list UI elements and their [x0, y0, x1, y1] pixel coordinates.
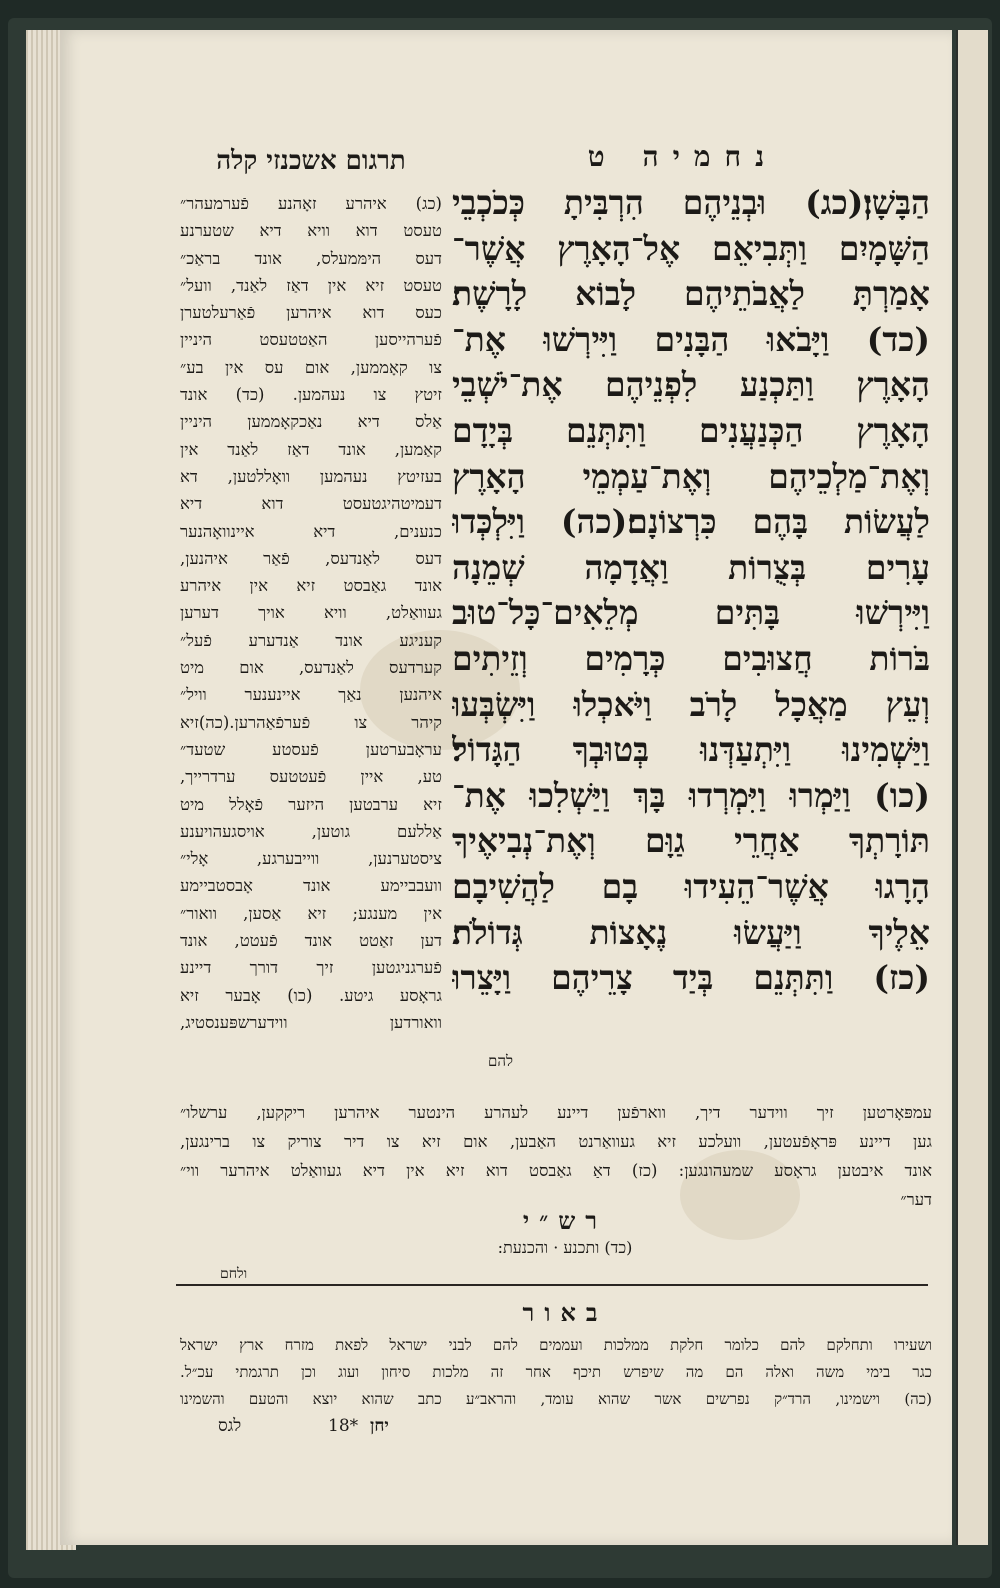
translation-line: קערדעס לאַנדעס, אום מיט [180, 658, 442, 678]
biur-heading: באור [522, 1298, 608, 1327]
verse-catchword: להם [488, 1052, 514, 1070]
translation-line: אונד גאַבסט זיא אין איהרע [180, 576, 442, 596]
verse-line: (כד) וַיָּבֹאוּ הַבָּנִים וַיִּירְשׁוּ אֶת־ [452, 319, 930, 359]
translation-line: דעס הימּמעלס, אונד בראַכ״ [180, 248, 442, 268]
translation-line: אַלס דיא נאַכקאָממען היניין [180, 412, 442, 432]
translation-line: כנענים, דיא איינוואָהנער [180, 521, 442, 541]
translation-line: טעסט דוא וויא דיא שטערנע [180, 221, 442, 241]
translation-line: טע, איין פֿעטטעס ערדרייך, [180, 767, 442, 787]
verse-line: עָרִים בְּצֻרוֹת וַאֲדָמָה שְׁמֵנָה [452, 547, 930, 587]
translation-full-width [180, 1098, 932, 1214]
rashi-heading: רש״י [522, 1206, 608, 1235]
verse-line: וְאֶת־מַלְכֵיהֶם וְאֶת־עַמְמֵי הָאָרֶץ [452, 456, 930, 496]
translation-line: צו קאָממען, אום עס אין בע״ [180, 357, 442, 377]
biur-commentary [180, 1332, 932, 1413]
translation-line: איהנען נאַך איינענער וויל״ [180, 685, 442, 705]
hebrew-verse-column [452, 180, 930, 1080]
translation-full-line: גען דיינע פּראָפֿעטען, וועלכע זיא געוואַרנט האַבען, אום זיא צו דיר צוריק צו ברינגען, [180, 1132, 932, 1151]
translation-full-line: עמפּאָרטען זיך ווידער דיך, ווארפֿען דיינע לעהרע הינטער איהרען ריקקען, ערשלו״ [180, 1103, 932, 1122]
page-footer [180, 1416, 430, 1446]
verse-line: (כז) וַתִּתְּנֵם בְּיַד צָרֵיהֶם וַיָּצֵרוּ [452, 958, 930, 998]
page-number: 18* [328, 1416, 359, 1436]
verse-line: הָאָרֶץ וַתַּכְנַע לִפְנֵיהֶם אֶת־יֹשְׁבֵי [452, 365, 930, 405]
verse-line: הָאָרֶץ הַכְּנַעֲנִים וַתִּתְּנֵם בְּיָדָם [452, 410, 930, 450]
biur-line: (כה) וישמינו, הרד״ק נפרשים אשר שהוא עומד, והראב״ע כתב שהוא יוצא והטעם והשמינו [180, 1390, 932, 1408]
verse-line: לַעֲשׂוֹת בָּהֶם כִּרְצוֹנָם׃(כה) וַיִּלְכְּדוּ [452, 502, 930, 542]
translation-line: דען זאַטט אונד פֿעטט, אונד [180, 931, 442, 951]
translation-line: וואורדען ווידערשפּענסטיג, [180, 1012, 442, 1032]
translation-line: געוואַלט, וויא אויך דערען [180, 603, 442, 623]
translation-line: ציסטערנען, ווייבערגע, אָלי״ [180, 849, 442, 869]
translation-line: (כג) איהרע זאָהנע פֿערמעהר״ [180, 194, 442, 213]
biur-line: כגר בימי משה ואלה הם מה שיפרש תיכף אחר זה מלכות סיחון ועוג וכן תרגמתי עכ״ל. [180, 1363, 932, 1381]
book-title-header: נחמיה ט [587, 140, 779, 173]
translation-full-line: אונד איבטען גראָסע שמעהונגען: (כז) דאַ גאַבסט דוא זיא אין דיא געוואַלט איהרער ווי״ [180, 1161, 932, 1180]
rashi-commentary: (כד) ותכנע · והכנעת: [497, 1238, 633, 1257]
translation-line: דעס לאַנדעס, פֿאַר איהנען, [180, 548, 442, 568]
translation-full-line: דער״ [900, 1190, 932, 1209]
translation-line: פֿערהייסען האַטטעסט היניין [180, 330, 442, 350]
verse-line: תּוֹרָתְךָ אַחֲרֵי גַוָּם וְאֶת־נְבִיאֶיךָ [452, 821, 930, 861]
translation-header: תרגום אשכנזי קלה [216, 146, 406, 176]
verse-line: וַיַּשְׁמִינוּ וַיִּתְעַדְּנוּ בְּטוּבְךָ הַגָּדוֹל׃ [452, 730, 930, 770]
translation-line: אין מענגע; זיא אַסען, וואור״ [180, 903, 442, 923]
verse-line: אָמַרְתָּ לַאֲבֹתֵיהֶם לָבוֹא לָרָשֶׁת׃ [452, 274, 930, 314]
section-divider [176, 1284, 928, 1286]
rashi-catchword: ולחם [220, 1266, 248, 1282]
verse-line: הַשָּׁמָיִם וַתְּבִיאֵם אֶל־הָאָרֶץ אֲשֶׁר־ [452, 228, 930, 268]
verse-line: וְעֵץ מַאֲכָל לָרֹב וַיֹּאכְלוּ וַיִּשְׂבְּעוּ [452, 684, 930, 724]
translation-line: טעסט זיא אין דאַז לאַנד, וועל״ [180, 275, 442, 295]
verse-line: אֵלֶיךָ וַיַּעֲשׂוּ נֶאָצוֹת גְּדוֹלֹת׃ [452, 912, 930, 952]
translation-line: דעמיטהיגטעסט דוא דיא [180, 494, 442, 514]
translation-line: אַללעם גוטען, אויסגעהויענע [180, 821, 442, 841]
translation-line: קעניגע אונד אַנדערע פֿעל״ [180, 630, 442, 650]
translation-line: פֿערגניגטען זיך דורך דיינע [180, 958, 442, 978]
facing-page-edge [956, 30, 988, 1545]
translation-line: גראָסע גיטע. (כו) אָבער זיא [180, 985, 442, 1005]
biur-line: ושעירו ותחלקם להם כלומר חלקת ממלכות ועממים להם לבני ישראל לפאת מזרח ארץ ישראל [180, 1336, 932, 1354]
translation-line: וועבביימע אונד אָבסטביימע [180, 876, 442, 896]
verse-line: בֹּרוֹת חֲצוּבִים כְּרָמִים וְזֵיתִים [452, 638, 930, 678]
translation-line: קיהר צו פֿערפֿאַהרען.(כה)זיא [180, 712, 442, 732]
translation-line: זיא ערבטען היזער פֿאָלל מיט [180, 794, 442, 814]
translation-line: עראָבערטען פֿעסטע שטעד״ [180, 739, 442, 759]
translation-line: בעזיטץ נעהמען וואָללטען, דא [180, 466, 442, 486]
translation-line: זיטץ צו נעהמען. (כד) אונד [180, 385, 442, 405]
translation-line: כעס דוא איהרען פֿאַרעלטערן [180, 303, 442, 323]
footer-catchword: לגס [218, 1416, 242, 1436]
verse-line: הַבָּשָׁן׃(כג) וּבְנֵיהֶם הִרְבִּיתָ כְּכֹכְבֵי [452, 183, 930, 222]
signature-mark: יחן [370, 1416, 389, 1436]
verse-line: וַיִּירְשׁוּ בָּתִּים מְלֵאִים־כָּל־טוּב [452, 593, 930, 633]
verse-line: (כו) וַיַּמְרוּ וַיִּמְרְדוּ בָּךְ וַיַּשְׁלִכוּ אֶת־ [452, 775, 930, 815]
translation-line: קאַמען, אונד דאַז לאַנד אין [180, 439, 442, 459]
translation-column [180, 190, 442, 1102]
verse-line: הָרָגוּ אֲשֶׁר־הֵעִידוּ בָם לַהֲשִׁיבָם [452, 866, 930, 906]
